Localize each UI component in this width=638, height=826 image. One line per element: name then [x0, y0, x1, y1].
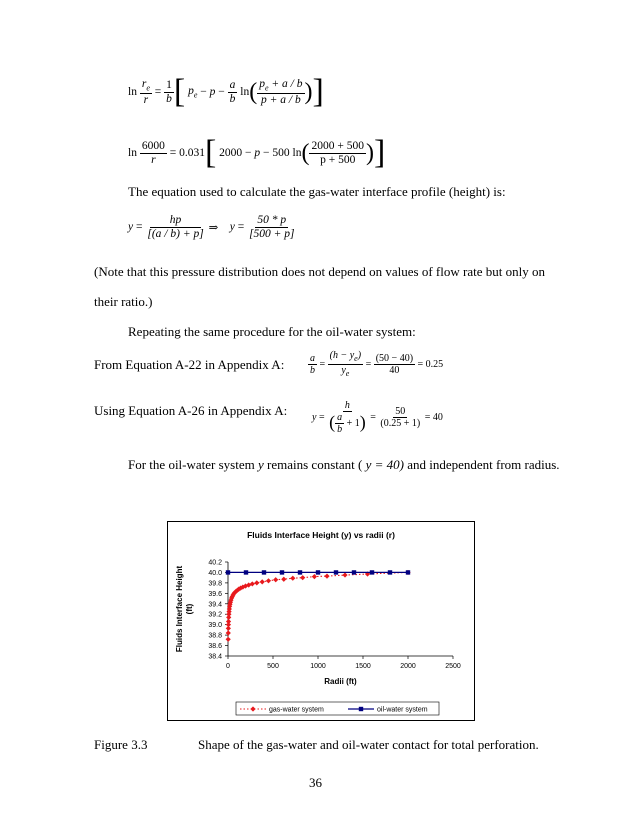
x-tick-label: 500 [267, 663, 279, 670]
oil-water-point [352, 570, 356, 574]
x-tick-label: 1000 [310, 663, 326, 670]
oil-water-point [370, 570, 374, 574]
fraction-re-over-r: $\frac{r_e}{r}$ [141, 77, 150, 106]
figure-label: Figure 3.3 [94, 737, 148, 752]
x-axis-label: Radii (ft) [324, 677, 357, 686]
legend-label-gas-water: gas-water system [269, 706, 324, 714]
fraction-hp: $\frac{hp}{[(a / b) + p]}$ [147, 213, 204, 240]
gas-water-point [300, 575, 305, 580]
using-equation-text: Using Equation A-26 in Appendix A: [94, 403, 288, 418]
oil-water-point [388, 570, 392, 574]
equation-interface-height: y = $\frac{hp}{[(a / b) + p]}$ ⇒ y = $\frac{50 * p}{[500 + p]}$ [128, 213, 295, 240]
fraction-a-b: $\frac{a}{b}$ [310, 352, 315, 376]
fraction-50p: $\frac{50 * p}{[500 + p]}$ [249, 213, 295, 240]
oil-water-point [244, 570, 248, 574]
intro-text: The equation used to calculate the gas-water interface profile (height) is: [128, 184, 506, 199]
ln-label: ln [128, 147, 140, 159]
gas-water-point [273, 577, 278, 582]
fraction-1-over-b: $\frac{1}{b}$ [166, 78, 172, 105]
y-axis-label-unit: (ft) [185, 603, 194, 615]
fraction-h-minus-ye: $\frac{(h - y_e)}{y_e}$ [329, 349, 362, 378]
fraction-a-over-b: $\frac{a}{b}$ [229, 78, 236, 105]
y-tick-label: 40.0 [208, 569, 222, 577]
note-line-2: their ratio.) [94, 294, 153, 309]
y-tick-label: 39.0 [208, 622, 222, 630]
repeat-text: Repeating the same procedure for the oil-water system: [128, 324, 416, 339]
chart-title: Fluids Interface Height (y) vs radii (r) [247, 530, 395, 540]
gas-water-point [342, 572, 347, 577]
gas-water-point [324, 574, 329, 579]
chart-container [167, 521, 475, 721]
interface-height-chart [168, 522, 474, 720]
gas-water-point [281, 577, 286, 582]
fraction-h-over-a-b-plus-1: h ( $\frac{a}{b}$ + 1 ) [329, 399, 366, 435]
y-tick-label: 39.2 [208, 611, 222, 619]
oil-water-point [316, 570, 320, 574]
page-number: 36 [309, 775, 322, 790]
oil-water-point [280, 570, 284, 574]
oil-water-point [334, 570, 338, 574]
legend-marker-oil-water [359, 707, 363, 711]
gas-water-point [254, 580, 259, 585]
x-tick-label: 2000 [400, 663, 416, 670]
implies-arrow: ⇒ [208, 222, 219, 234]
equation-a-over-b: $\frac{a}{b}$ = $\frac{(h - y_e)}{y_e}$ = $\frac{(50 - 40)}{40}$ = 0.25 [310, 349, 444, 378]
gas-water-point [290, 576, 295, 581]
x-tick-label: 0 [226, 663, 230, 670]
gas-water-point [312, 574, 317, 579]
oil-water-point [298, 570, 302, 574]
x-tick-label: 1500 [355, 663, 371, 670]
y-tick-label: 38.6 [208, 643, 222, 651]
legend-label-oil-water: oil-water system [377, 706, 428, 714]
ln-label: ln [128, 86, 140, 98]
fraction-50-40: $\frac{(50 - 40)}{40}$ [375, 352, 414, 376]
y-tick-label: 38.8 [208, 632, 222, 640]
y-axis-label: Fluids Interface Height [175, 565, 184, 653]
equation-ln-6000-over-r: ln $\frac{6000}{r}$ = 0.031 [ 2000 − p − 500 ln ( $\frac{2000 + 500}{p + 500}$ ) ] [128, 133, 386, 171]
y-tick-label: 39.4 [208, 601, 222, 609]
x-tick-label: 2500 [445, 663, 461, 670]
fraction-ln-argument-2: $\frac{2000 + 500}{p + 500}$ [311, 139, 364, 166]
oil-water-point [226, 570, 230, 574]
oil-water-point [262, 570, 266, 574]
fraction-50-over-1-25: $\frac{50}{(0.25 + 1)}$ [380, 405, 421, 429]
oil-water-point [406, 570, 410, 574]
fraction-ln-argument: $\frac{p_e + a / b}{p + a / b}$ [259, 77, 303, 106]
constant-statement: For the oil-water system y remains constant ( y = 40) and independent from radius. [128, 457, 560, 472]
from-equation-text: From Equation A-22 in Appendix A: [94, 357, 285, 372]
equation-y-constant: y = h ( $\frac{a}{b}$ + 1 ) = $\frac{50}{(0.25 + 1)}$ = 40 [312, 399, 443, 435]
note-line-1: (Note that this pressure distribution does not depend on values of flow rate but only on [94, 264, 545, 279]
gas-water-point [266, 578, 271, 583]
gas-water-point [260, 579, 265, 584]
y-tick-label: 39.6 [208, 590, 222, 598]
gas-water-point [226, 637, 231, 642]
y-tick-label: 39.8 [208, 580, 222, 588]
figure-caption: Shape of the gas-water and oil-water contact for total perforation. [198, 737, 539, 752]
fraction-6000-over-r: $\frac{6000}{r}$ [141, 139, 165, 166]
y-tick-label: 38.4 [208, 653, 222, 661]
y-tick-label: 40.2 [208, 559, 222, 567]
equation-ln-re-over-r: ln $\frac{r_e}{r}$ = $\frac{1}{b}$ [ $p_e$ − p − $\frac{a}{b}$ ln ( $\frac{p_e + a / b}{p + a / b}$ ) ] [128, 72, 324, 110]
